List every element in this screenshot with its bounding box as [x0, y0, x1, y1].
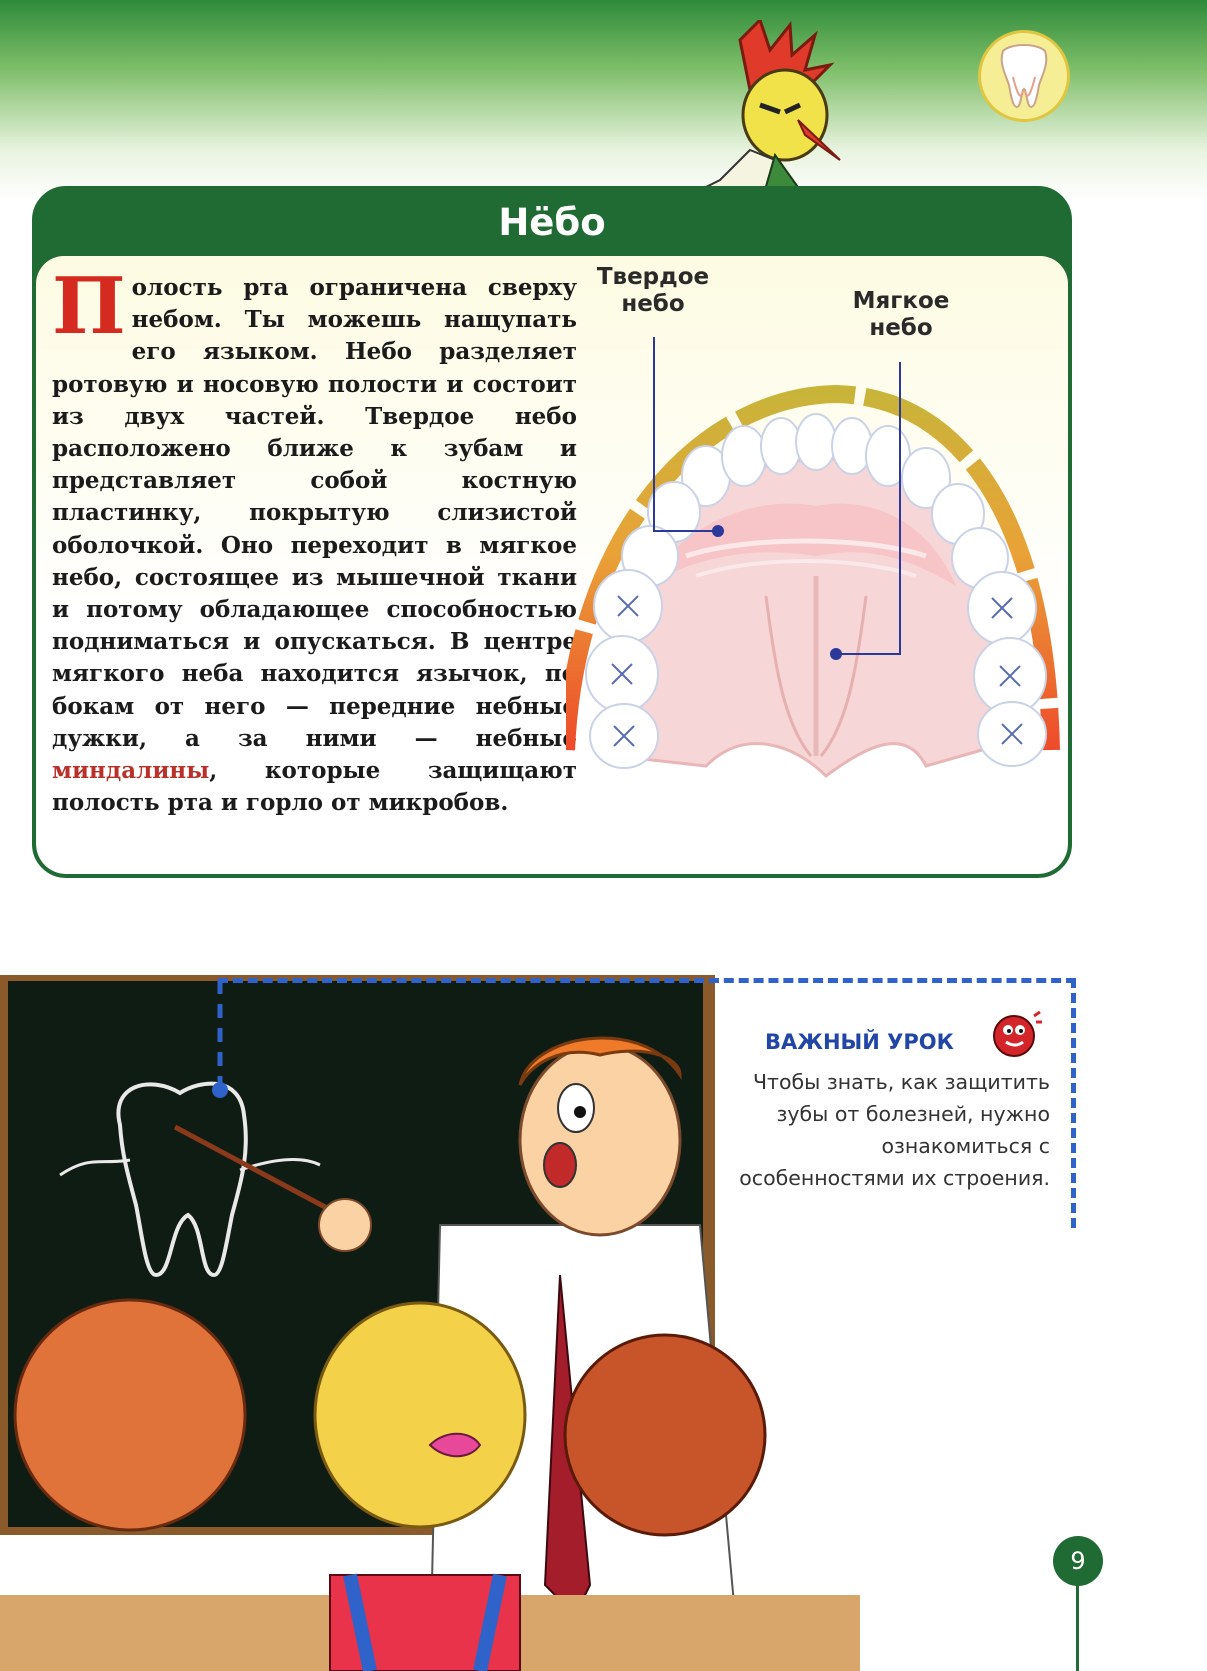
hard-palate-label [568, 264, 738, 318]
tooth-badge [978, 30, 1070, 122]
section-title: Нёбо [498, 201, 606, 244]
drop-cap: П [52, 261, 126, 352]
body-text-main: олость рта ограничена сверху небом. Ты можешь нащупать его языком. Небо разделяет ротовую и носовую полости и состоит из двух частей. Твердое небо расположено ближе к зубам и представляет собой костную пластинку, покрытую слизистой оболочкой. Оно переходит в мягкое небо, состоящее из мышечной ткани и потому обладающее способностью подниматься и опускаться. В центре мягкого неба находится язычок, по бокам от него — передние небные дужки, а за ними — небные [52, 274, 577, 752]
body-text-end: , которые защищают полость рта и горло от микробов. [52, 757, 577, 817]
tooth-mascot-icon [990, 1008, 1044, 1062]
lesson-text: Чтобы знать, как защитить зубы от болезней, нужно ознакомиться с особенностями их строения. [739, 1070, 1050, 1190]
soft-palate-label [816, 288, 986, 342]
page-number: 9 [1053, 1536, 1103, 1586]
hard-palate-marker [712, 525, 724, 537]
section-body [52, 261, 577, 819]
tooth-icon [981, 33, 1067, 119]
soft-palate-label-line1: Мягкое [852, 288, 950, 314]
upper-jaw-illustration [566, 256, 1072, 876]
soft-palate-label-line2: небо [869, 315, 933, 341]
palate-panel [32, 186, 1072, 878]
panel-content [36, 256, 1068, 874]
lesson-title: ВАЖНЫЙ УРОК [765, 1030, 954, 1054]
soft-palate-marker [830, 648, 842, 660]
hard-palate-label-line1: Твердое [596, 264, 710, 290]
mascot-illustration [680, 20, 900, 190]
hard-palate-label-line2: небо [621, 291, 685, 317]
tonsils-highlight: миндалины [52, 757, 210, 785]
palate-diagram [566, 256, 1072, 876]
